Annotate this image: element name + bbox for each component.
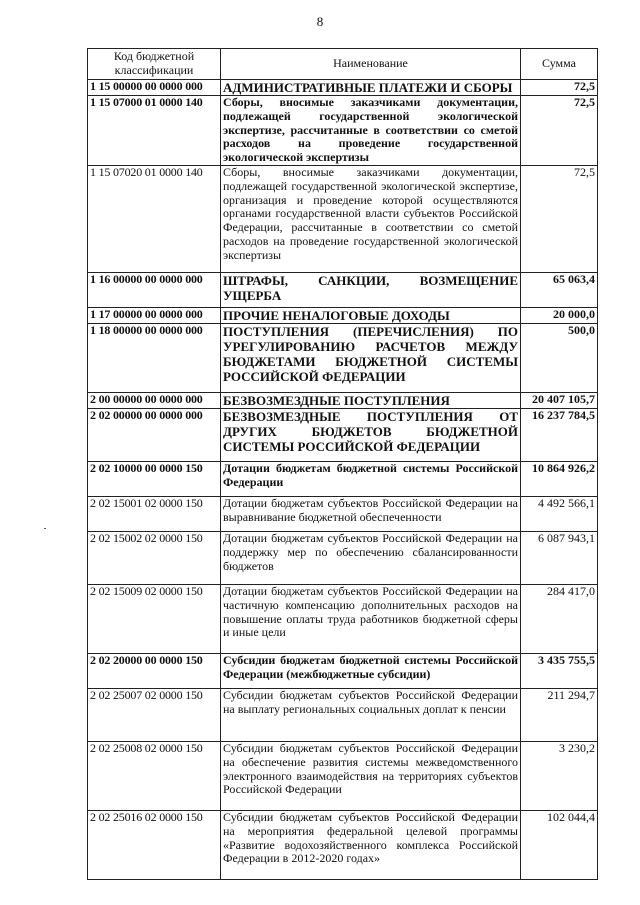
- row-code: 1 15 00000 00 0000 000: [88, 80, 221, 96]
- page-number: 8: [316, 14, 324, 29]
- table-row: [88, 810, 598, 879]
- budget-table: [87, 48, 598, 880]
- row-code: 1 17 00000 00 0000 000: [88, 307, 221, 323]
- row-sum: 72,5: [521, 165, 598, 272]
- table-row: [88, 531, 598, 584]
- row-name: Субсидии бюджетам субъектов Российской Федерации на выплату региональных социальных доплат к пенсии: [221, 688, 521, 741]
- row-name: Сборы, вносимые заказчиками документации, подлежащей государственной экологической экспертизе, рассчитанные в соответствии со сметой расходов на проведение государственной экологической экспертизы: [221, 96, 521, 166]
- row-sum: 72,5: [521, 96, 598, 166]
- row-sum: 284 417,0: [521, 584, 598, 653]
- margin-mark: [44, 528, 46, 529]
- table-row: [88, 80, 598, 96]
- row-code: 2 02 25007 02 0000 150: [88, 688, 221, 741]
- row-code: 2 02 25008 02 0000 150: [88, 741, 221, 810]
- row-sum: 4 492 566,1: [521, 496, 598, 531]
- row-name: Дотации бюджетам бюджетной системы Российской Федерации: [221, 461, 521, 496]
- row-code: 2 02 20000 00 0000 150: [88, 653, 221, 688]
- header-row: [88, 49, 598, 80]
- row-code: 1 16 00000 00 0000 000: [88, 272, 221, 307]
- row-sum: 500,0: [521, 323, 598, 392]
- row-sum: 20 000,0: [521, 307, 598, 323]
- row-code: 2 02 15001 02 0000 150: [88, 496, 221, 531]
- table-row: [88, 165, 598, 272]
- row-code: 2 02 10000 00 0000 150: [88, 461, 221, 496]
- row-name: БЕЗВОЗМЕЗДНЫЕ ПОСТУПЛЕНИЯ: [221, 392, 521, 408]
- row-code: 1 15 07000 01 0000 140: [88, 96, 221, 166]
- row-name: Сборы, вносимые заказчиками документации, подлежащей государственной экологической экспертизе, организация и проведение которой осуществляются органами государственной власти субъектов Российской Федерации, рассчитанные в соответствии со сметой расходов на проведение государственной экологической экспертизы: [221, 165, 521, 272]
- table-row: [88, 272, 598, 307]
- row-code: 1 15 07020 01 0000 140: [88, 165, 221, 272]
- row-sum: 102 044,4: [521, 810, 598, 879]
- table-row: [88, 461, 598, 496]
- row-sum: 20 407 105,7: [521, 392, 598, 408]
- row-name: Субсидии бюджетам субъектов Российской Федерации на мероприятия федеральной целевой программы «Развитие водохозяйственного комплекса Российской Федерации в 2012-2020 годах»: [221, 810, 521, 879]
- table-row: [88, 96, 598, 166]
- row-code: 2 02 15009 02 0000 150: [88, 584, 221, 653]
- row-name: Дотации бюджетам субъектов Российской Федерации на частичную компенсацию дополнительных расходов на повышение оплаты труда работников бюджетной сферы и иные цели: [221, 584, 521, 653]
- row-sum: 72,5: [521, 80, 598, 96]
- row-code: 2 02 25016 02 0000 150: [88, 810, 221, 879]
- header-sum: Сумма: [521, 49, 598, 80]
- table-row: [88, 408, 598, 461]
- row-name: АДМИНИСТРАТИВНЫЕ ПЛАТЕЖИ И СБОРЫ: [221, 80, 521, 96]
- row-name: ШТРАФЫ, САНКЦИИ, ВОЗМЕЩЕНИЕ УЩЕРБА: [221, 272, 521, 307]
- row-code: 2 00 00000 00 0000 000: [88, 392, 221, 408]
- row-name: Дотации бюджетам субъектов Российской Федерации на выравнивание бюджетной обеспеченности: [221, 496, 521, 531]
- table-row: [88, 323, 598, 392]
- row-name: БЕЗВОЗМЕЗДНЫЕ ПОСТУПЛЕНИЯ ОТ ДРУГИХ БЮДЖЕТОВ БЮДЖЕТНОЙ СИСТЕМЫ РОССИЙСКОЙ ФЕДЕРАЦИИ: [221, 408, 521, 461]
- row-sum: 10 864 926,2: [521, 461, 598, 496]
- row-name: ПРОЧИЕ НЕНАЛОГОВЫЕ ДОХОДЫ: [221, 307, 521, 323]
- row-sum: 211 294,7: [521, 688, 598, 741]
- row-code: 2 02 00000 00 0000 000: [88, 408, 221, 461]
- row-name: Субсидии бюджетам бюджетной системы Российской Федерации (межбюджетные субсидии): [221, 653, 521, 688]
- row-code: 1 18 00000 00 0000 000: [88, 323, 221, 392]
- row-name: Субсидии бюджетам субъектов Российской Федерации на обеспечение развития системы межведомственного электронного взаимодействия на территориях субъектов Российской Федерации: [221, 741, 521, 810]
- table-row: [88, 307, 598, 323]
- row-code: 2 02 15002 02 0000 150: [88, 531, 221, 584]
- row-sum: 3 435 755,5: [521, 653, 598, 688]
- row-sum: 16 237 784,5: [521, 408, 598, 461]
- row-sum: 65 063,4: [521, 272, 598, 307]
- table-row: [88, 496, 598, 531]
- row-name: Дотации бюджетам субъектов Российской Федерации на поддержку мер по обеспечению сбалансированности бюджетов: [221, 531, 521, 584]
- table-row: [88, 392, 598, 408]
- row-sum: 3 230,2: [521, 741, 598, 810]
- row-name: ПОСТУПЛЕНИЯ (ПЕРЕЧИСЛЕНИЯ) ПО УРЕГУЛИРОВАНИЮ РАСЧЕТОВ МЕЖДУ БЮДЖЕТАМИ БЮДЖЕТНОЙ СИСТЕМЫ РОССИЙСКОЙ ФЕДЕРАЦИИ: [221, 323, 521, 392]
- row-sum: 6 087 943,1: [521, 531, 598, 584]
- table-row: [88, 741, 598, 810]
- table-row: [88, 584, 598, 653]
- table-row: [88, 653, 598, 688]
- header-code: Код бюджетной классификации: [88, 49, 221, 80]
- header-name: Наименование: [221, 49, 521, 80]
- table-row: [88, 688, 598, 741]
